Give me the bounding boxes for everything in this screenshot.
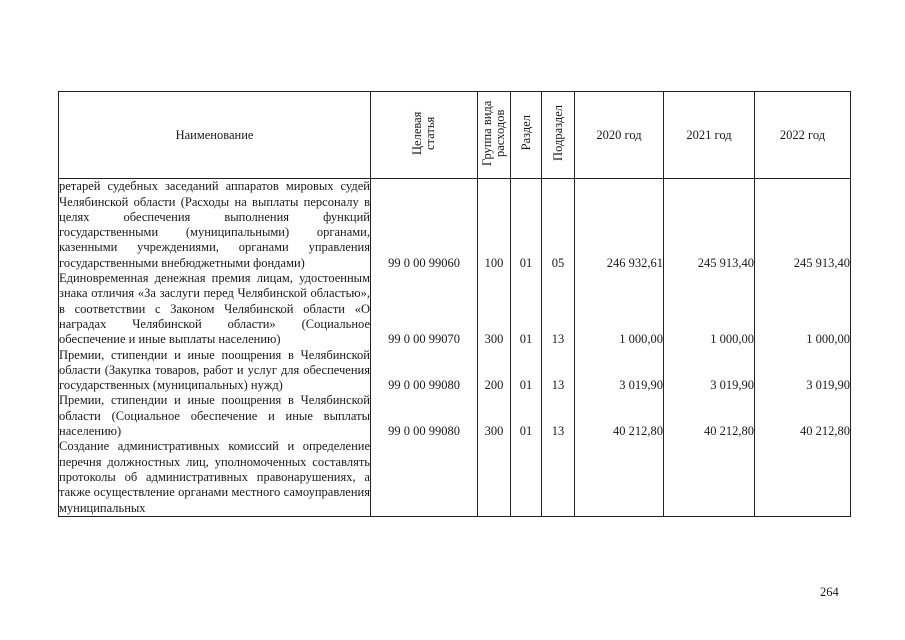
row-2020 — [575, 439, 664, 516]
row-target: 99 0 00 99080 — [371, 348, 478, 394]
row-group: 100 — [478, 179, 511, 271]
table-row — [59, 179, 851, 271]
row-subsection: 13 — [542, 271, 575, 347]
row-2021: 1 000,00 — [664, 271, 755, 347]
table-row — [59, 439, 851, 516]
row-target — [371, 439, 478, 516]
row-group: 300 — [478, 271, 511, 347]
header-2020: 2020 год — [575, 92, 664, 179]
header-2022: 2022 год — [755, 92, 851, 179]
row-subsection: 13 — [542, 348, 575, 394]
row-target: 99 0 00 99070 — [371, 271, 478, 347]
row-2022: 3 019,90 — [755, 348, 851, 394]
row-target: 99 0 00 99080 — [371, 393, 478, 439]
row-subsection: 13 — [542, 393, 575, 439]
header-expense-group-label: Группа вида расходов — [480, 100, 507, 166]
row-2020: 40 212,80 — [575, 393, 664, 439]
row-name: Единовременная денежная премия лицам, удостоенным знака отличия «За заслуги перед Челябинской областью», в соответствии с Законом Челябинской области «О наградах Челябинской области» (Социальное обеспечение и иные выплаты населению) — [59, 271, 370, 347]
header-section — [511, 92, 542, 179]
header-expense-group — [478, 92, 511, 179]
header-subsection-label: Подраздел — [550, 105, 565, 161]
header-target — [371, 92, 478, 179]
row-name: Премии, стипендии и иные поощрения в Челябинской области (Закупка товаров, работ и услуг для обеспечения государственных (муниципальных) нужд) — [59, 347, 370, 393]
header-row — [59, 92, 851, 179]
row-section: 01 — [511, 179, 542, 271]
table-row — [59, 393, 851, 439]
row-section — [511, 439, 542, 516]
page-number: 264 — [820, 585, 839, 599]
row-group — [478, 439, 511, 516]
budget-table — [58, 91, 851, 517]
row-name: Премии, стипендии и иные поощрения в Челябинской области (Социальное обеспечение и иные выплаты населению) — [59, 393, 370, 439]
header-subsection — [542, 92, 575, 179]
row-subsection — [542, 439, 575, 516]
row-subsection: 05 — [542, 179, 575, 271]
row-2020: 3 019,90 — [575, 348, 664, 394]
row-2021: 40 212,80 — [664, 393, 755, 439]
header-name: Наименование — [59, 92, 371, 179]
row-name: ретарей судебных заседаний аппаратов мировых судей Челябинской области (Расходы на выплаты персоналу в целях обеспечения выполнения функций государственными (муниципальными) органами, казенными учреждениями, органами управления государственными внебюджетными фондами) — [59, 179, 370, 270]
row-name: Создание административных комиссий и определение перечня должностных лиц, уполномоченных составлять протоколы об административных правонарушениях, а также осуществление органами местного самоуправления муниципальных — [59, 439, 370, 515]
row-section: 01 — [511, 348, 542, 394]
header-target-label: Целевая статья — [410, 111, 437, 155]
row-2022 — [755, 439, 851, 516]
row-2021: 3 019,90 — [664, 348, 755, 394]
row-section: 01 — [511, 271, 542, 347]
row-2021 — [664, 439, 755, 516]
row-2020: 1 000,00 — [575, 271, 664, 347]
row-2022: 40 212,80 — [755, 393, 851, 439]
header-2021: 2021 год — [664, 92, 755, 179]
row-target: 99 0 00 99060 — [371, 179, 478, 271]
table-row — [59, 271, 851, 347]
header-section-label: Раздел — [518, 115, 533, 151]
table-row — [59, 348, 851, 394]
row-2022: 245 913,40 — [755, 179, 851, 271]
row-2020: 246 932,61 — [575, 179, 664, 271]
row-group: 200 — [478, 348, 511, 394]
row-2021: 245 913,40 — [664, 179, 755, 271]
row-group: 300 — [478, 393, 511, 439]
row-2022: 1 000,00 — [755, 271, 851, 347]
row-section: 01 — [511, 393, 542, 439]
